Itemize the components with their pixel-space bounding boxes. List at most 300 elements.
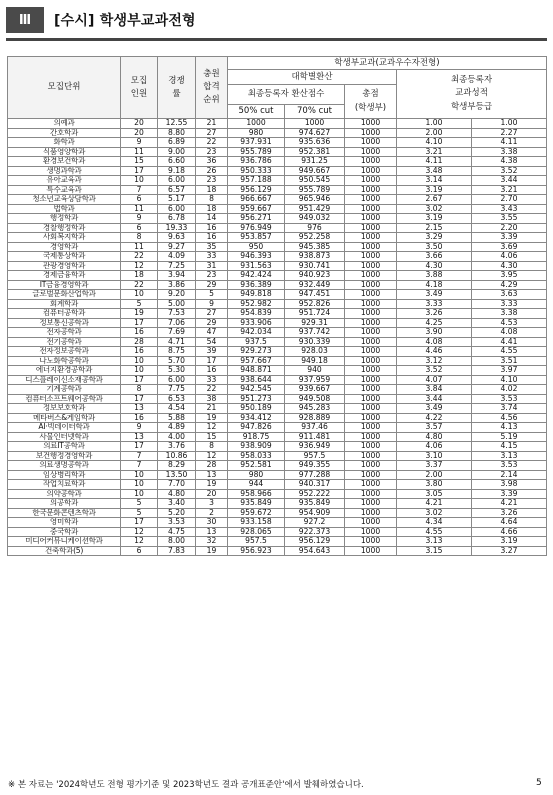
cell-final-conv-70: 940.923 (285, 271, 345, 281)
cell-total: 1000 (345, 480, 397, 490)
cell-unit: 유아교육과 (8, 176, 121, 186)
cell-competition: 19.33 (158, 223, 196, 233)
cell-total: 1000 (345, 128, 397, 138)
cell-grade-50: 3.49 (397, 290, 472, 300)
cell-unit: 정보보호학과 (8, 404, 121, 414)
cell-final-conv-70: 932.449 (285, 280, 345, 290)
cell-competition: 4.54 (158, 404, 196, 414)
cell-quota: 10 (121, 290, 158, 300)
cell-rank: 16 (196, 223, 228, 233)
cell-rank: 12 (196, 423, 228, 433)
cell-rank: 30 (196, 518, 228, 528)
cell-final-conv-70: 949.032 (285, 214, 345, 224)
cell-final-conv-70: 952.826 (285, 299, 345, 309)
cell-grade-50: 2.15 (397, 223, 472, 233)
cell-final-conv-50: 942.034 (228, 328, 285, 338)
cell-quota: 6 (121, 223, 158, 233)
table-row (8, 337, 547, 347)
cell-grade-70: 3.69 (472, 242, 547, 252)
cell-unit: 경찰행정학과 (8, 223, 121, 233)
header-rule (6, 38, 547, 41)
cell-total: 1000 (345, 470, 397, 480)
table-row (8, 223, 547, 233)
cell-total: 1000 (345, 366, 397, 376)
cell-total: 1000 (345, 204, 397, 214)
cell-grade-50: 4.80 (397, 432, 472, 442)
cell-final-conv-50: 931.563 (228, 261, 285, 271)
cell-final-conv-70: 951.724 (285, 309, 345, 319)
cell-final-conv-70: 977.288 (285, 470, 345, 480)
cell-total: 1000 (345, 223, 397, 233)
cell-total: 1000 (345, 356, 397, 366)
table-row (8, 214, 547, 224)
cell-final-conv-50: 950.189 (228, 404, 285, 414)
cell-quota: 10 (121, 480, 158, 490)
cell-unit: 국제통상학과 (8, 252, 121, 262)
cell-final-conv-70: 952.381 (285, 147, 345, 157)
cell-final-conv-70: 935.636 (285, 138, 345, 148)
cell-grade-50: 3.02 (397, 508, 472, 518)
cell-grade-50: 3.57 (397, 423, 472, 433)
cell-grade-50: 3.33 (397, 299, 472, 309)
cell-unit: 경제금융학과 (8, 271, 121, 281)
cell-rank: 2 (196, 508, 228, 518)
cell-unit: 회계학과 (8, 299, 121, 309)
table-row (8, 242, 547, 252)
cell-total: 1000 (345, 347, 397, 357)
cell-total: 1000 (345, 508, 397, 518)
cell-total: 1000 (345, 119, 397, 129)
cell-unit: 사회복지학과 (8, 233, 121, 243)
cell-grade-50: 4.22 (397, 413, 472, 423)
cell-final-conv-70: 930.339 (285, 337, 345, 347)
cell-final-conv-70: 939.667 (285, 385, 345, 395)
cell-quota: 10 (121, 470, 158, 480)
header-quota: 모집 인원 (121, 57, 158, 119)
cell-total: 1000 (345, 252, 397, 262)
table-row (8, 318, 547, 328)
cell-unit: 의공학과 (8, 499, 121, 509)
cell-grade-70: 3.51 (472, 356, 547, 366)
cell-quota: 7 (121, 185, 158, 195)
cell-competition: 4.71 (158, 337, 196, 347)
cell-final-conv-50: 938.909 (228, 442, 285, 452)
header-competition: 경쟁 률 (158, 57, 196, 119)
cell-quota: 17 (121, 394, 158, 404)
cell-grade-70: 4.30 (472, 261, 547, 271)
cell-grade-50: 3.90 (397, 328, 472, 338)
cell-quota: 17 (121, 318, 158, 328)
cell-final-conv-50: 950.333 (228, 166, 285, 176)
cell-quota: 19 (121, 309, 158, 319)
cell-rank: 27 (196, 309, 228, 319)
cell-quota: 5 (121, 299, 158, 309)
cell-final-conv-70: 949.508 (285, 394, 345, 404)
table-row (8, 309, 547, 319)
table-row (8, 119, 547, 129)
cell-grade-50: 3.44 (397, 394, 472, 404)
cell-final-conv-70: 957.5 (285, 451, 345, 461)
table-row (8, 470, 547, 480)
cell-grade-70: 3.53 (472, 461, 547, 471)
cell-total: 1000 (345, 499, 397, 509)
cell-quota: 9 (121, 214, 158, 224)
cell-final-conv-50: 959.672 (228, 508, 285, 518)
cell-competition: 6.00 (158, 204, 196, 214)
cell-grade-50: 4.34 (397, 518, 472, 528)
cell-unit: 한국문화콘텐츠학과 (8, 508, 121, 518)
cell-quota: 22 (121, 280, 158, 290)
cell-competition: 3.86 (158, 280, 196, 290)
cell-rank: 23 (196, 176, 228, 186)
cell-unit: 화학과 (8, 138, 121, 148)
cell-rank: 8 (196, 195, 228, 205)
cell-rank: 21 (196, 119, 228, 129)
table-row (8, 252, 547, 262)
cell-grade-50: 2.00 (397, 128, 472, 138)
cell-grade-70: 4.13 (472, 423, 547, 433)
cell-unit: 컴퓨터공학과 (8, 309, 121, 319)
cell-competition: 6.00 (158, 375, 196, 385)
cell-grade-50: 3.26 (397, 309, 472, 319)
cell-grade-70: 3.98 (472, 480, 547, 490)
cell-competition: 13.50 (158, 470, 196, 480)
table-row (8, 366, 547, 376)
cell-rank: 54 (196, 337, 228, 347)
cell-competition: 6.78 (158, 214, 196, 224)
table-row (8, 527, 547, 537)
cell-competition: 9.63 (158, 233, 196, 243)
cell-total: 1000 (345, 413, 397, 423)
cell-unit: 기계공학과 (8, 385, 121, 395)
table-row (8, 261, 547, 271)
cell-unit: 경영학과 (8, 242, 121, 252)
page-number: 5 (536, 778, 542, 788)
cell-unit: 나노화학공학과 (8, 356, 121, 366)
cell-competition: 6.00 (158, 176, 196, 186)
cell-rank: 27 (196, 128, 228, 138)
cell-final-conv-50: 936.389 (228, 280, 285, 290)
cell-final-conv-70: 931.25 (285, 157, 345, 167)
cell-final-conv-70: 949.355 (285, 461, 345, 471)
cell-unit: 전자정보공학과 (8, 347, 121, 357)
cell-grade-50: 3.66 (397, 252, 472, 262)
cell-final-conv-70: 947.451 (285, 290, 345, 300)
cell-final-conv-50: 938.644 (228, 375, 285, 385)
cell-rank: 22 (196, 385, 228, 395)
cell-grade-50: 3.02 (397, 204, 472, 214)
table-row (8, 508, 547, 518)
cell-grade-70: 3.19 (472, 537, 547, 547)
cell-quota: 7 (121, 451, 158, 461)
cell-final-conv-50: 966.667 (228, 195, 285, 205)
cell-quota: 12 (121, 261, 158, 271)
cell-total: 1000 (345, 518, 397, 528)
cell-competition: 6.53 (158, 394, 196, 404)
cell-competition: 4.89 (158, 423, 196, 433)
admission-results-table (7, 56, 547, 556)
cell-quota: 17 (121, 442, 158, 452)
cell-final-conv-70: 929.31 (285, 318, 345, 328)
cell-final-conv-70: 938.873 (285, 252, 345, 262)
table-row (8, 423, 547, 433)
cell-unit: 간호학과 (8, 128, 121, 138)
cell-total: 1000 (345, 195, 397, 205)
cell-quota: 7 (121, 461, 158, 471)
page-title: [수시] 학생부교과전형 (54, 13, 196, 29)
cell-final-conv-50: 947.826 (228, 423, 285, 433)
cell-grade-70: 4.11 (472, 138, 547, 148)
table-row (8, 166, 547, 176)
cell-competition: 9.27 (158, 242, 196, 252)
cell-grade-50: 3.10 (397, 451, 472, 461)
cell-total: 1000 (345, 527, 397, 537)
cell-grade-70: 3.39 (472, 489, 547, 499)
cell-rank: 29 (196, 280, 228, 290)
header-rank: 충원 합격 순위 (196, 57, 228, 119)
cell-quota: 16 (121, 413, 158, 423)
cell-grade-50: 4.08 (397, 337, 472, 347)
cell-quota: 18 (121, 271, 158, 281)
cell-grade-50: 4.46 (397, 347, 472, 357)
cell-competition: 8.29 (158, 461, 196, 471)
cell-rank: 8 (196, 442, 228, 452)
cell-final-conv-70: 930.741 (285, 261, 345, 271)
table-row (8, 328, 547, 338)
cell-rank: 18 (196, 185, 228, 195)
cell-competition: 7.70 (158, 480, 196, 490)
cell-final-conv-70: 937.742 (285, 328, 345, 338)
cell-grade-50: 4.25 (397, 318, 472, 328)
cell-final-conv-70: 949.667 (285, 166, 345, 176)
cell-total: 1000 (345, 261, 397, 271)
cell-total: 1000 (345, 442, 397, 452)
cell-quota: 13 (121, 432, 158, 442)
cell-unit: 중국학과 (8, 527, 121, 537)
cell-quota: 16 (121, 347, 158, 357)
cell-final-conv-50: 957.188 (228, 176, 285, 186)
cell-quota: 5 (121, 499, 158, 509)
cell-grade-70: 3.52 (472, 166, 547, 176)
table-row (8, 404, 547, 414)
cell-grade-70: 4.06 (472, 252, 547, 262)
cell-unit: 관광경영학과 (8, 261, 121, 271)
table-row (8, 138, 547, 148)
cell-rank: 18 (196, 204, 228, 214)
cell-rank: 33 (196, 375, 228, 385)
cell-grade-70: 4.64 (472, 518, 547, 528)
cell-unit: 글로벌문화산업학과 (8, 290, 121, 300)
cell-unit: 전기공학과 (8, 337, 121, 347)
cell-final-conv-50: 929.273 (228, 347, 285, 357)
cell-grade-50: 3.21 (397, 147, 472, 157)
cell-final-conv-70: 927.2 (285, 518, 345, 528)
cell-total: 1000 (345, 309, 397, 319)
cell-grade-50: 3.05 (397, 489, 472, 499)
cell-competition: 6.57 (158, 185, 196, 195)
cell-quota: 9 (121, 138, 158, 148)
cell-final-conv-50: 955.789 (228, 147, 285, 157)
cell-grade-70: 4.08 (472, 328, 547, 338)
cell-rank: 26 (196, 166, 228, 176)
cell-rank: 29 (196, 318, 228, 328)
cell-competition: 7.75 (158, 385, 196, 395)
cell-quota: 20 (121, 119, 158, 129)
cell-competition: 4.80 (158, 489, 196, 499)
header-unit: 모집단위 (8, 57, 121, 119)
cell-quota: 15 (121, 157, 158, 167)
cell-grade-70: 3.27 (472, 546, 547, 556)
cell-competition: 6.89 (158, 138, 196, 148)
cell-grade-70: 2.27 (472, 128, 547, 138)
table-row (8, 385, 547, 395)
cell-final-conv-50: 959.667 (228, 204, 285, 214)
cell-grade-50: 3.14 (397, 176, 472, 186)
table-row (8, 499, 547, 509)
cell-competition: 9.00 (158, 147, 196, 157)
cell-grade-70: 3.33 (472, 299, 547, 309)
cell-unit: 법학과 (8, 204, 121, 214)
cell-quota: 8 (121, 233, 158, 243)
table-row (8, 394, 547, 404)
cell-total: 1000 (345, 404, 397, 414)
cell-final-conv-70: 922.373 (285, 527, 345, 537)
cell-unit: 건축학과(5) (8, 546, 121, 556)
cell-final-conv-50: 953.857 (228, 233, 285, 243)
cell-rank: 3 (196, 499, 228, 509)
cell-rank: 15 (196, 432, 228, 442)
cell-rank: 16 (196, 233, 228, 243)
cell-quota: 10 (121, 176, 158, 186)
cell-competition: 3.53 (158, 518, 196, 528)
cell-competition: 7.25 (158, 261, 196, 271)
cell-final-conv-70: 936.949 (285, 442, 345, 452)
table-row (8, 204, 547, 214)
table-row (8, 537, 547, 547)
cell-competition: 3.76 (158, 442, 196, 452)
cell-total: 1000 (345, 461, 397, 471)
cell-grade-50: 3.29 (397, 233, 472, 243)
cell-rank: 33 (196, 252, 228, 262)
cell-rank: 28 (196, 461, 228, 471)
cell-grade-70: 4.38 (472, 157, 547, 167)
cell-final-conv-70: 949.18 (285, 356, 345, 366)
cell-final-conv-70: 956.129 (285, 537, 345, 547)
cell-grade-50: 3.50 (397, 242, 472, 252)
table-row (8, 185, 547, 195)
cell-grade-70: 3.38 (472, 147, 547, 157)
cell-unit: 행정학과 (8, 214, 121, 224)
table-body (8, 119, 547, 556)
cell-total: 1000 (345, 233, 397, 243)
cell-final-conv-70: 937.959 (285, 375, 345, 385)
cell-total: 1000 (345, 157, 397, 167)
cell-quota: 17 (121, 166, 158, 176)
cell-rank: 23 (196, 147, 228, 157)
cell-grade-50: 4.06 (397, 442, 472, 452)
cell-final-conv-70: 911.481 (285, 432, 345, 442)
cell-grade-50: 2.67 (397, 195, 472, 205)
cell-final-conv-70: 955.789 (285, 185, 345, 195)
cell-total: 1000 (345, 337, 397, 347)
cell-rank: 21 (196, 404, 228, 414)
cell-final-conv-50: 950 (228, 242, 285, 252)
table-row (8, 375, 547, 385)
cell-final-conv-50: 918.75 (228, 432, 285, 442)
cell-final-conv-70: 976 (285, 223, 345, 233)
cell-grade-50: 3.37 (397, 461, 472, 471)
cell-total: 1000 (345, 537, 397, 547)
cell-grade-70: 2.14 (472, 470, 547, 480)
cell-final-conv-70: 945.283 (285, 404, 345, 414)
cell-grade-70: 1.00 (472, 119, 547, 129)
cell-rank: 31 (196, 261, 228, 271)
cell-competition: 10.86 (158, 451, 196, 461)
cell-grade-50: 4.07 (397, 375, 472, 385)
cell-final-conv-50: 944 (228, 480, 285, 490)
table-row (8, 442, 547, 452)
cell-unit: 생명과학과 (8, 166, 121, 176)
cell-final-conv-50: 957.5 (228, 537, 285, 547)
section-number-badge: Ⅲ (6, 7, 44, 33)
table-row (8, 432, 547, 442)
cell-grade-50: 3.80 (397, 480, 472, 490)
cell-grade-50: 3.49 (397, 404, 472, 414)
cell-final-conv-70: 954.909 (285, 508, 345, 518)
cell-competition: 12.55 (158, 119, 196, 129)
cell-total: 1000 (345, 394, 397, 404)
table-row (8, 518, 547, 528)
cell-rank: 39 (196, 347, 228, 357)
cell-competition: 7.53 (158, 309, 196, 319)
table-row (8, 147, 547, 157)
table-row (8, 271, 547, 281)
cell-rank: 36 (196, 157, 228, 167)
cell-rank: 5 (196, 290, 228, 300)
cell-grade-70: 4.66 (472, 527, 547, 537)
cell-final-conv-50: 942.424 (228, 271, 285, 281)
cell-rank: 32 (196, 537, 228, 547)
cell-competition: 7.06 (158, 318, 196, 328)
cell-final-conv-50: 934.412 (228, 413, 285, 423)
cell-quota: 12 (121, 537, 158, 547)
cell-competition: 5.30 (158, 366, 196, 376)
cell-competition: 3.94 (158, 271, 196, 281)
cell-grade-70: 4.15 (472, 442, 547, 452)
footnote: ※ 본 자료는 '2024학년도 전형 평가기준 및 2023학년도 결과 공개표준안'에서 발췌하였습니다. (8, 780, 364, 790)
cell-final-conv-70: 928.03 (285, 347, 345, 357)
cell-quota: 6 (121, 546, 158, 556)
cell-quota: 20 (121, 128, 158, 138)
cell-unit: 미디어커뮤니케이션학과 (8, 537, 121, 547)
table-row (8, 299, 547, 309)
cell-unit: 의예과 (8, 119, 121, 129)
cell-final-conv-50: 952.581 (228, 461, 285, 471)
table-row (8, 480, 547, 490)
cell-grade-70: 3.55 (472, 214, 547, 224)
table-row (8, 413, 547, 423)
cell-grade-70: 2.70 (472, 195, 547, 205)
cell-rank: 16 (196, 366, 228, 376)
cell-competition: 5.20 (158, 508, 196, 518)
cell-total: 1000 (345, 385, 397, 395)
cell-final-conv-70: 950.545 (285, 176, 345, 186)
cell-quota: 11 (121, 242, 158, 252)
cell-final-conv-50: 937.5 (228, 337, 285, 347)
cell-total: 1000 (345, 280, 397, 290)
cell-grade-50: 3.13 (397, 537, 472, 547)
cell-unit: IT금융경영학과 (8, 280, 121, 290)
